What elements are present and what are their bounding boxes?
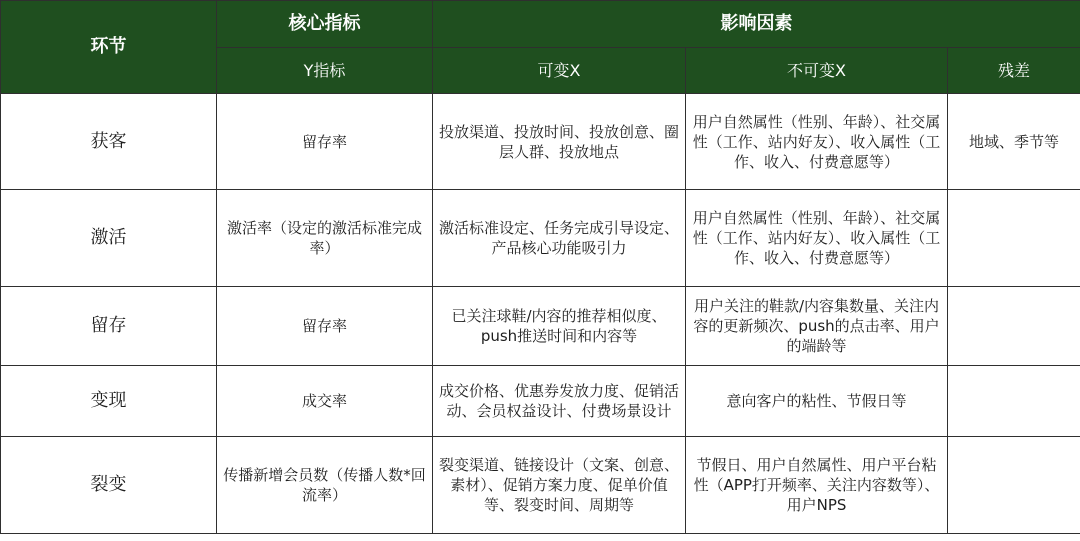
invariable-x-cell: 用户自然属性（性别、年龄）、社交属性（工作、站内好友）、收入属性（工作、收入、付费意愿等） (686, 94, 948, 190)
residual-cell (948, 287, 1080, 366)
table-row (1, 190, 1080, 287)
y-metric-cell: 激活率（设定的激活标准完成率） (217, 190, 433, 287)
y-metric-cell: 留存率 (217, 287, 433, 366)
variable-x-cell: 投放渠道、投放时间、投放创意、圈层人群、投放地点 (433, 94, 686, 190)
header-core-metric: 核心指标 (217, 1, 433, 48)
header-factors: 影响因素 (433, 1, 1080, 48)
table-row (1, 366, 1080, 437)
invariable-x-cell: 用户自然属性（性别、年龄）、社交属性（工作、站内好友）、收入属性（工作、收入、付费意愿等） (686, 190, 948, 287)
invariable-x-cell: 节假日、用户自然属性、用户平台粘性（APP打开频率、关注内容数等）、用户NPS (686, 437, 948, 534)
stage-cell: 激活 (1, 190, 217, 287)
residual-cell (948, 190, 1080, 287)
table-row (1, 287, 1080, 366)
variable-x-cell: 已关注球鞋/内容的推荐相似度、push推送时间和内容等 (433, 287, 686, 366)
variable-x-cell: 激活标准设定、任务完成引导设定、产品核心功能吸引力 (433, 190, 686, 287)
stage-cell: 裂变 (1, 437, 217, 534)
header-variable-x: 可变X (433, 48, 686, 94)
table-row (1, 437, 1080, 534)
header-stage: 环节 (1, 1, 217, 94)
residual-cell (948, 366, 1080, 437)
stage-cell: 留存 (1, 287, 217, 366)
residual-cell (948, 437, 1080, 534)
stage-cell: 变现 (1, 366, 217, 437)
invariable-x-cell: 用户关注的鞋款/内容集数量、关注内容的更新频次、push的点击率、用户的端龄等 (686, 287, 948, 366)
y-metric-cell: 传播新增会员数（传播人数*回流率） (217, 437, 433, 534)
invariable-x-cell: 意向客户的粘性、节假日等 (686, 366, 948, 437)
header-row-1 (1, 1, 1080, 48)
residual-cell: 地域、季节等 (948, 94, 1080, 190)
header-y-metric: Y指标 (217, 48, 433, 94)
header-residual: 残差 (948, 48, 1080, 94)
variable-x-cell: 裂变渠道、链接设计（文案、创意、素材）、促销方案力度、促单价值等、裂变时间、周期等 (433, 437, 686, 534)
variable-x-cell: 成交价格、优惠券发放力度、促销活动、会员权益设计、付费场景设计 (433, 366, 686, 437)
table-row (1, 94, 1080, 190)
y-metric-cell: 留存率 (217, 94, 433, 190)
header-invariable-x: 不可变X (686, 48, 948, 94)
y-metric-cell: 成交率 (217, 366, 433, 437)
stage-cell: 获客 (1, 94, 217, 190)
